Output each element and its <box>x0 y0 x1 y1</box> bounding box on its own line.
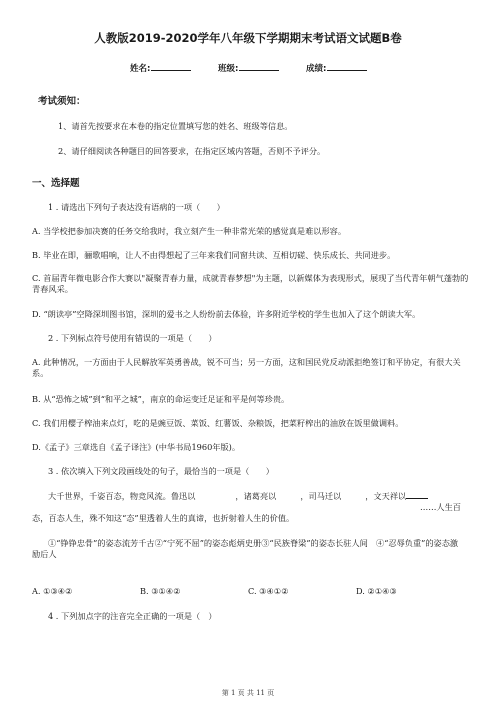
q1-option-d: D. “朗读亭”空降深圳图书馆，深圳的爱书之人纷纷前去体验，许多附近学校的学生也加入了这个朗读大军。 <box>32 309 421 319</box>
name-blank <box>151 62 191 71</box>
q1-option-a: A. 当学校把参加决赛的任务交给我时，我立刻产生一种非常光荣的感觉真是难以形容。 <box>32 226 347 236</box>
section-heading: 一、选择题 <box>32 178 80 189</box>
notice-item-2: 2、请仔细阅读各种题目的回答要求，在指定区域内答题，否则不予评分。 <box>58 146 326 156</box>
class-blank <box>239 62 279 71</box>
q3-stem: 3 . 依次填入下列文段画线处的句子，最恰当的一项是（ ） <box>48 466 274 476</box>
q2-option-d: D.《孟子》三章选自《孟子译注》(中华书局1960年版)。 <box>32 442 241 452</box>
q2-option-b: B. 从“恐怖之城”到“和平之城”，南京的命运变迁足证和平是何等珍贵。 <box>32 394 290 404</box>
q3-option-c: C. ③④①② <box>248 586 289 596</box>
q3-option-d: D. ②①④③ <box>356 586 397 596</box>
q3-passage-part1: 大千世界，千姿百态，物竞风流。鲁迅以 <box>48 491 196 501</box>
q2-option-a: A. 此种情况，一方面由于人民解放军英勇善战，锐不可当；另一方面，这和国民党反动派拒绝签订和平协定，有很大关系。 <box>32 357 461 378</box>
page-footer: 第 1 页 共 11 页 <box>221 689 275 697</box>
score-blank <box>327 62 367 71</box>
q3-sentences: ①“铮铮忠骨”的姿态流芳千古②“宁死不屈”的姿态彪炳史册③“民族脊梁”的姿态长驻人间 ④“忍辱负重”的姿态激励后人 <box>32 538 459 559</box>
q3-passage-part4: ，文天祥以 <box>365 491 407 501</box>
score-field <box>306 62 367 74</box>
class-label: 班级: <box>218 64 239 74</box>
q1-option-c: C. 首届青年微电影合作大赛以"凝聚青春力量，成就青春梦想"为主题，以新媒体为表现形式，展现了当代青年朝气蓬勃的青春风采。 <box>32 273 469 294</box>
q4-stem: 4 . 下列加点字的注音完全正确的一项是（ ） <box>48 611 217 621</box>
notice-heading: 考试须知： <box>38 96 86 107</box>
q3-passage-line2: ……人生百态，百态人生，殊不知这“态”里透着人生的真谛，也折射着人生的价值。 <box>32 502 461 523</box>
q2-stem: 2 . 下列标点符号使用有错误的一项是（ ） <box>48 333 217 343</box>
class-field <box>218 62 279 74</box>
q3-option-a: A. ①③④② <box>32 586 73 596</box>
q3-passage-line1 <box>48 490 428 502</box>
q2-option-c: C. 我们用樱子榨油来点灯，吃的是豌豆饭、菜饭、红薯饭、杂粮饭，把菜籽榨出的油放在饭里做调料。 <box>32 418 404 428</box>
q3-passage-part2: ，诸葛亮以 <box>235 491 277 501</box>
score-label: 成绩: <box>306 64 327 74</box>
q1-option-b: B. 毕业在即，骊歌唱响，让人不由得想起了三年来我们同窗共读、互相切磋、快乐成长、共同进步。 <box>32 250 396 260</box>
name-label: 姓名: <box>130 64 151 74</box>
q3-blank-underline <box>406 490 428 499</box>
q3-passage-part3: ，司马迁以 <box>300 491 342 501</box>
notice-item-1: 1、请首先按要求在本卷的指定位置填写您的姓名、班级等信息。 <box>58 121 293 131</box>
q3-option-b: B. ③①④② <box>140 586 181 596</box>
page-title: 人教版2019-2020学年八年级下学期期末考试语文试题B卷 <box>94 31 402 45</box>
q1-stem: 1 . 请选出下列句子表达没有语病的一项（ ） <box>48 202 225 212</box>
name-field <box>130 62 191 74</box>
